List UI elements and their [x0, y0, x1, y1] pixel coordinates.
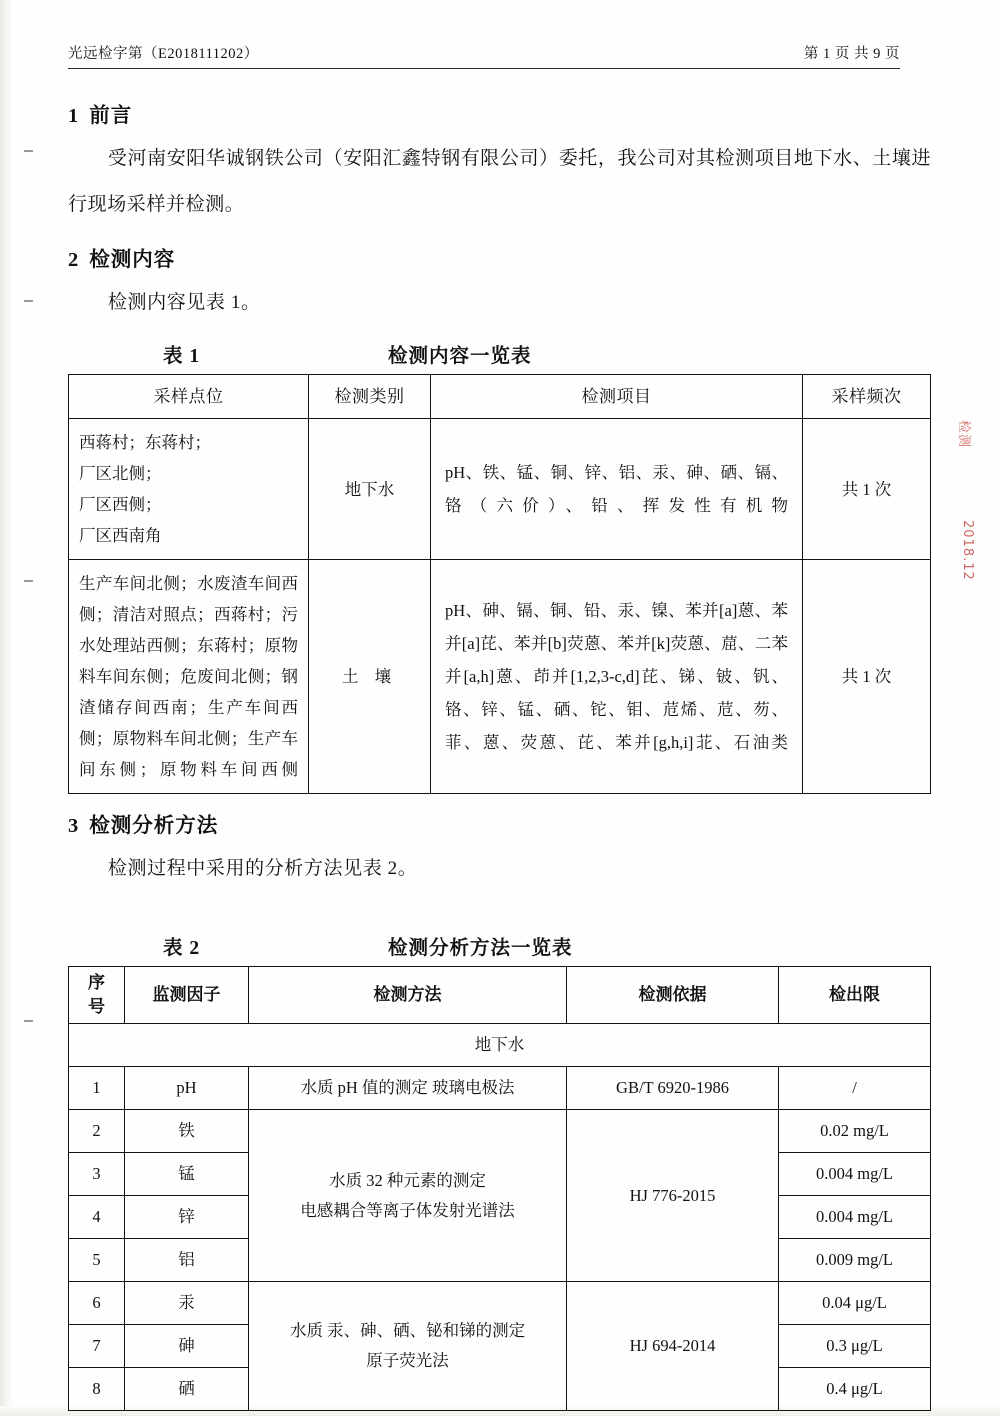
table2-cell-factor: 锰: [125, 1153, 249, 1196]
table1-cell-frequency: 共 1 次: [803, 560, 931, 794]
scan-artifact: [24, 580, 33, 582]
section-heading-3: [68, 808, 932, 838]
table2-cell-limit: 0.04 μg/L: [779, 1282, 931, 1325]
table2-cell-no: 7: [69, 1325, 125, 1368]
table-row: [69, 1110, 931, 1153]
table-analysis-methods: [68, 966, 931, 1411]
table2-method-line2: 电感耦合等离子体发射光谱法: [300, 1200, 515, 1220]
table1-cell-points: 西蒋村；东蒋村； 厂区北侧； 厂区西侧； 厂区西南角: [69, 419, 309, 560]
table2-cell-method-merged: [249, 1110, 567, 1282]
table1-cell-items: pH、砷、镉、铜、铅、汞、镍、苯并[a]蒽、苯并[a]芘、苯并[b]荧蒽、苯并[k]荧蒽、䓛、二苯并[a,h]蒽、茚并[1,2,3-c,d]芘、锑、铍、钒、铬、锌、锰、硒、铊、钼、苊烯、苊、芴、菲、蒽、荧蒽、芘、苯并[g,h,i]苝、石油类: [431, 560, 803, 794]
margin-annotation-2: 2018.12: [960, 520, 975, 581]
table2-cell-no: 4: [69, 1196, 125, 1239]
page-number: 第 1 页 共 9 页: [803, 46, 900, 62]
section-paragraph-2: 检测内容见表 1。: [107, 292, 261, 313]
table2-method-line1: 水质 32 种元素的测定: [329, 1170, 486, 1190]
table1-caption: [68, 340, 932, 368]
table-row: [69, 1282, 931, 1325]
table2-caption-title: 检测分析方法一览表: [388, 938, 573, 959]
table2-group-label: 地下水: [69, 1024, 931, 1067]
table2-cell-no: 6: [69, 1282, 125, 1325]
table1-header-frequency: 采样频次: [803, 375, 931, 419]
table-row: [69, 967, 931, 1024]
section-number-1: 1: [68, 105, 80, 127]
table1-caption-label: 表 1: [163, 346, 201, 367]
table2-cell-factor: pH: [125, 1067, 249, 1110]
table2-cell-standard-merged: HJ 694-2014: [567, 1282, 779, 1411]
table2-cell-limit: /: [779, 1067, 931, 1110]
table2-cell-no: 1: [69, 1067, 125, 1110]
table2-cell-standard: GB/T 6920-1986: [567, 1067, 779, 1110]
table1-cell-points: 生产车间北侧；水废渣车间西侧；清洁对照点；西蒋村；污水处理站西侧；东蒋村；原物料车间东侧；危废间北侧；钢渣储存间西南；生产车间西侧；原物料车间北侧；生产车间东侧；原物料车间西侧: [69, 560, 309, 794]
table2-cell-standard-merged: HJ 776-2015: [567, 1110, 779, 1282]
table2-header-limit: 检出限: [779, 967, 931, 1024]
table2-cell-limit: 0.3 μg/L: [779, 1325, 931, 1368]
table2-header-standard: 检测依据: [567, 967, 779, 1024]
table2-cell-factor: 锌: [125, 1196, 249, 1239]
table2-cell-factor: 砷: [125, 1325, 249, 1368]
section-paragraph-1: 受河南安阳华诚钢铁公司（安阳汇鑫特钢有限公司）委托，我公司对其检测项目地下水、土壤进行现场采样并检测。: [68, 148, 932, 215]
table2-cell-method: 水质 pH 值的测定 玻璃电极法: [249, 1067, 567, 1110]
table2-method-line1: 水质 汞、砷、硒、铋和锑的测定: [289, 1321, 526, 1340]
table2-cell-no: 5: [69, 1239, 125, 1282]
table2-cell-factor: 汞: [125, 1282, 249, 1325]
header-rule: [68, 68, 900, 69]
table2-cell-no: 3: [69, 1153, 125, 1196]
table2-cell-no: 2: [69, 1110, 125, 1153]
section-title-3: 检测分析方法: [89, 815, 219, 837]
table2-cell-no: 8: [69, 1368, 125, 1411]
table1-caption-title: 检测内容一览表: [388, 346, 532, 367]
section-title-2: 检测内容: [89, 249, 176, 271]
table2-caption: [68, 932, 932, 960]
table2-cell-factor: 铝: [125, 1239, 249, 1282]
document-content: [68, 84, 932, 1411]
page-header: [68, 42, 900, 63]
table1-header-points: 采样点位: [69, 375, 309, 419]
table-row: [69, 1067, 931, 1110]
section-heading-1: [68, 98, 932, 128]
table1-header-items: 检测项目: [431, 375, 803, 419]
table-row: [69, 1024, 931, 1067]
scan-artifact: [24, 300, 33, 302]
table-row: [69, 560, 931, 794]
table-row: [69, 419, 931, 560]
table2-caption-label: 表 2: [163, 938, 201, 959]
table-inspection-content: [68, 374, 931, 794]
table2-cell-factor: 铁: [125, 1110, 249, 1153]
table2-cell-limit: 0.009 mg/L: [779, 1239, 931, 1282]
table2-cell-factor: 硒: [125, 1368, 249, 1411]
table2-cell-limit: 0.004 mg/L: [779, 1153, 931, 1196]
table1-cell-items: pH、铁、锰、铜、锌、铝、汞、砷、硒、镉、铬（六价）、铅、挥发性有机物: [431, 419, 803, 560]
table2-header-factor: 监测因子: [125, 967, 249, 1024]
scan-artifact: [24, 150, 33, 152]
scan-artifact: [24, 1020, 33, 1022]
table2-cell-method-merged: [249, 1282, 567, 1411]
table2-cell-limit: 0.02 mg/L: [779, 1110, 931, 1153]
table2-cell-limit: 0.4 μg/L: [779, 1368, 931, 1411]
table1-cell-frequency: 共 1 次: [803, 419, 931, 560]
table-row: [69, 375, 931, 419]
table1-cell-category: 地下水: [309, 419, 431, 560]
document-number: 光远检字第（E2018111202）: [68, 46, 259, 62]
table2-header-no: 序 号: [69, 967, 125, 1024]
table1-header-category: 检测类别: [309, 375, 431, 419]
scan-edge-left: [0, 0, 12, 1416]
table1-cell-category: 土 壤: [309, 560, 431, 794]
table2-method-line2: 原子荧光法: [366, 1351, 449, 1370]
table2-header-method: 检测方法: [249, 967, 567, 1024]
section-number-3: 3: [68, 815, 80, 837]
section-number-2: 2: [68, 249, 80, 271]
section-paragraph-3: 检测过程中采用的分析方法见表 2。: [107, 858, 418, 879]
section-title-1: 前言: [89, 105, 133, 127]
table2-cell-limit: 0.004 mg/L: [779, 1196, 931, 1239]
section-heading-2: [68, 242, 932, 272]
margin-annotation-1: 检测: [956, 420, 971, 449]
